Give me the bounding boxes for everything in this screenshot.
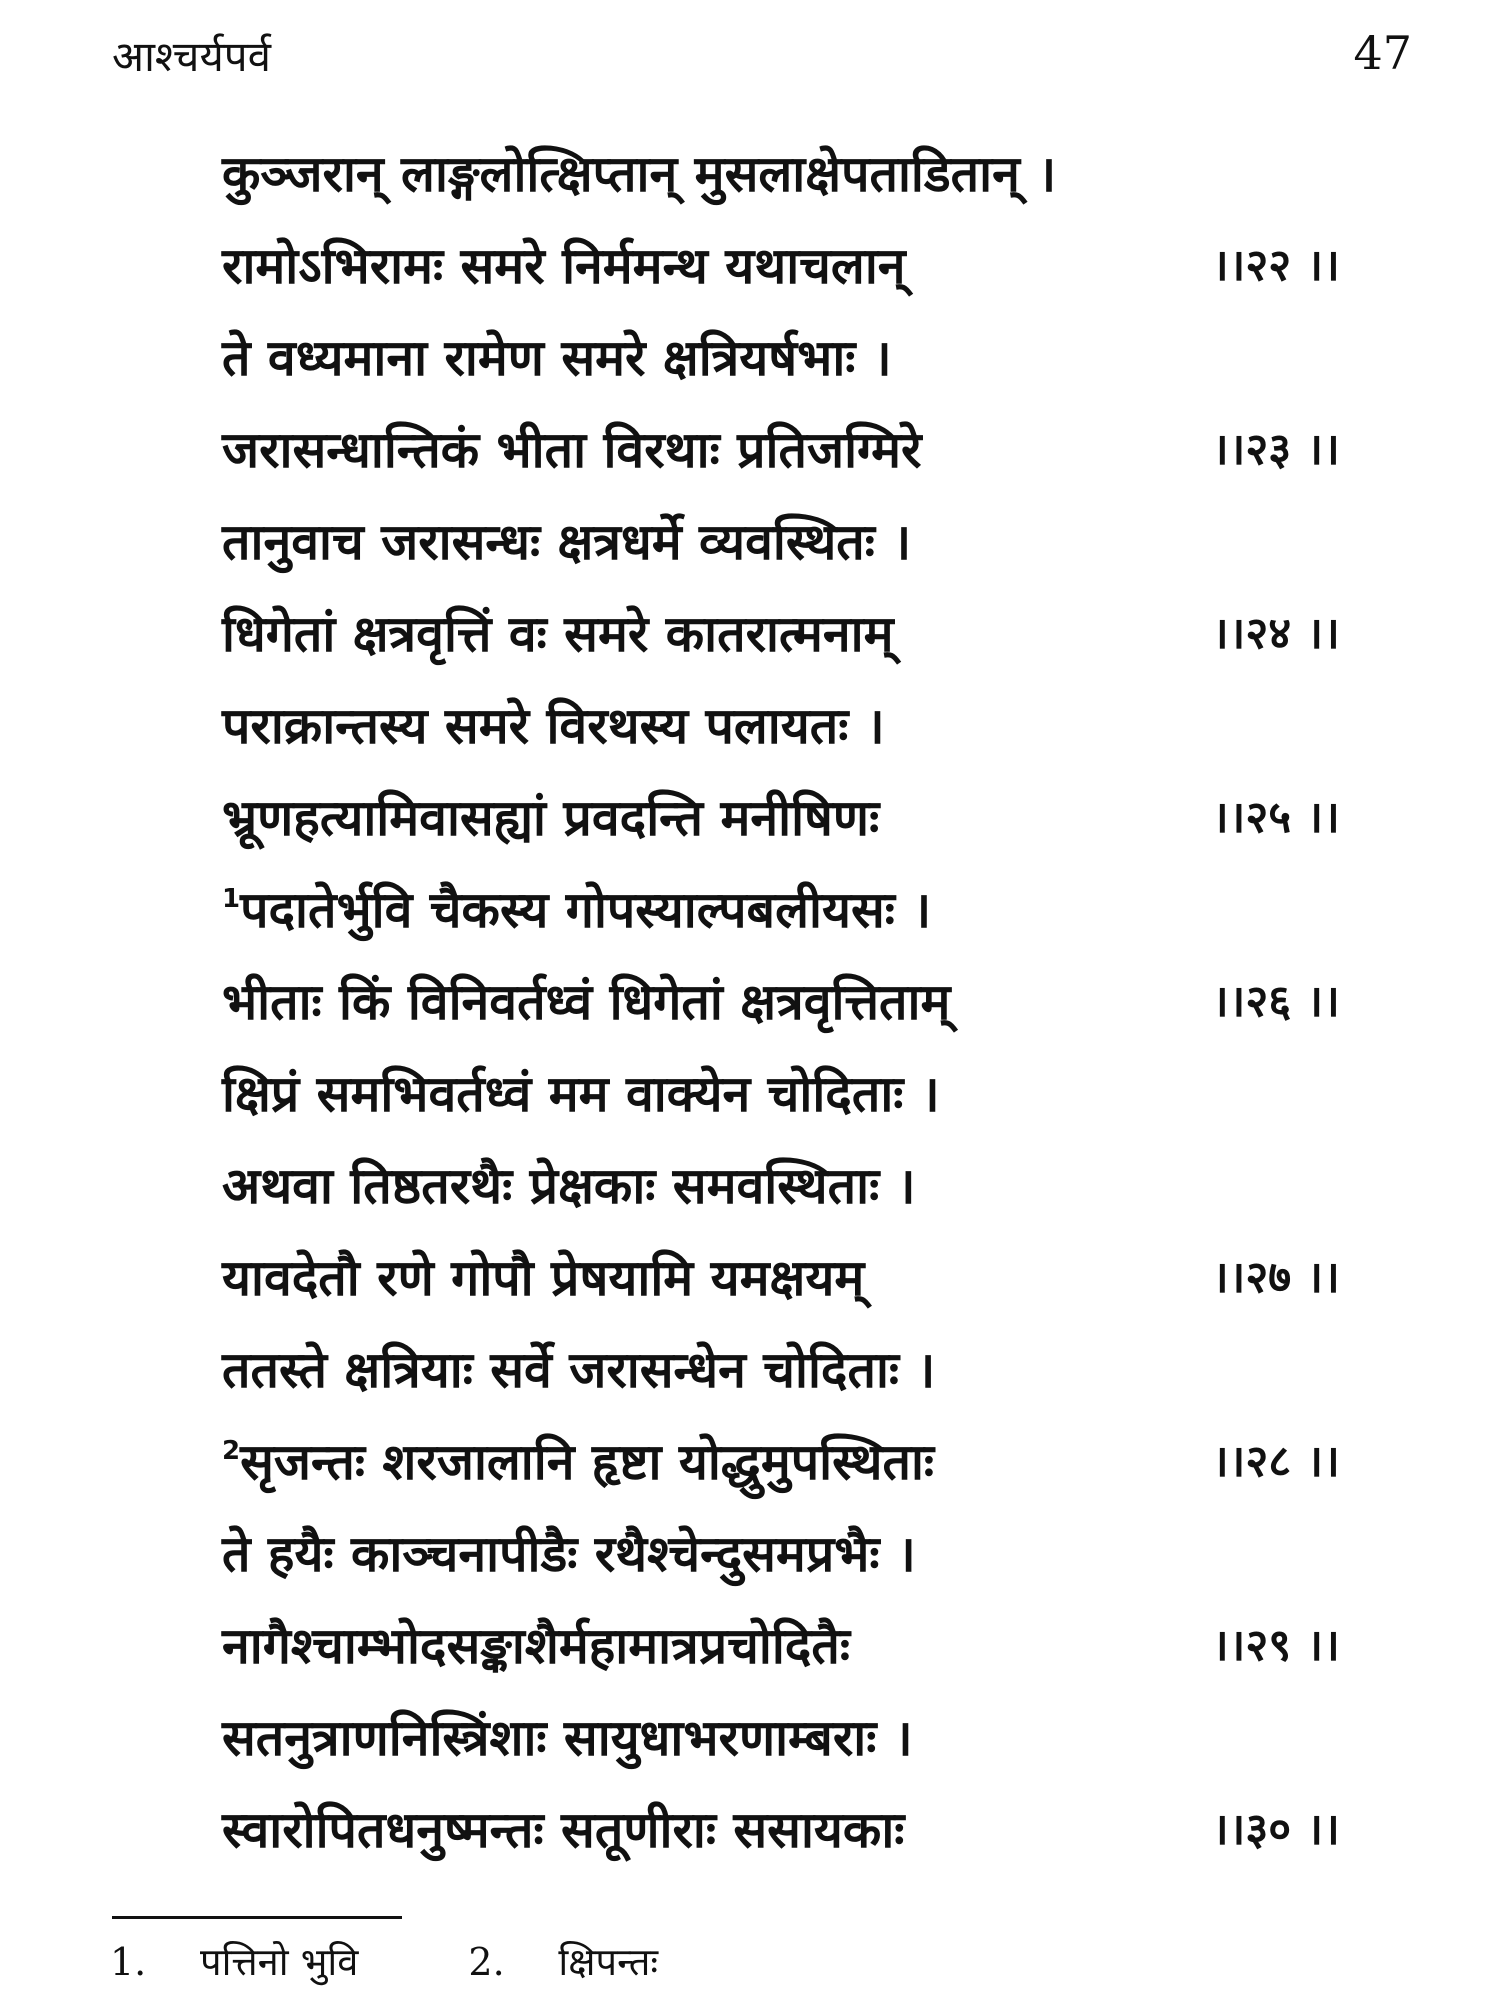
verse-text: नागैश्चाम्भोदसङ्काशैर्महामात्रप्रचोदितैः [222,1617,850,1675]
verse-text: स्वारोपितधनुष्मन्तः सतूणीराः ससायकाः [222,1801,905,1859]
verse-line [222,312,1382,404]
verse-text: धिगेतां क्षत्रवृत्तिं वः समरे कातरात्मनाम् [222,605,894,663]
verse-text: जरासन्धान्तिकं भीता विरथाः प्रतिजग्मिरे [222,421,922,479]
verse-line [222,772,1382,864]
verse-block [222,128,1382,1876]
verse-line [222,1324,1382,1416]
verse-number: ।।२८ ।। [1212,1436,1340,1487]
verse-text: ते हयैः काञ्चनापीडैः रथैश्चेन्दुसमप्रभैः । [222,1525,916,1583]
verse-line [222,1232,1382,1324]
verse-line [222,1048,1382,1140]
verse-text: क्षिप्रं समभिवर्तध्वं मम वाक्येन चोदिताः । [222,1065,940,1123]
verse-line [222,1140,1382,1232]
footnote-divider [112,1916,402,1919]
page-number: 47 [1353,26,1412,80]
verse-line [222,588,1382,680]
verse-text: भ्रूणहत्यामिवासह्यां प्रवदन्ति मनीषिणः [222,789,880,847]
verse-line [222,680,1382,772]
verse-line [222,956,1382,1048]
verse-line [222,1692,1382,1784]
footnote-number: 1. [110,1940,147,1984]
footnote [468,1935,658,1987]
verse-text: सतनुत्राणनिस्त्रिंशाः सायुधाभरणाम्बराः । [222,1709,913,1767]
footnote-text: क्षिपन्तः [558,1940,659,1984]
footnote-marker: 2 [222,1436,241,1466]
footnote-number: 2. [468,1940,505,1984]
footnotes [110,1935,768,1987]
verse-text: तानुवाच जरासन्धः क्षत्रधर्मे व्यवस्थितः । [222,513,912,571]
footnote-text: पत्तिनो भुवि [200,1940,359,1984]
verse-line [222,1784,1382,1876]
verse-text: रामोऽभिरामः समरे निर्ममन्थ यथाचलान् [222,237,906,295]
verse-number: ।।२२ ।। [1212,240,1340,291]
verse-number: ।।२३ ।। [1212,424,1340,475]
verse-text: पदातेर्भुवि चैकस्य गोपस्याल्पबलीयसः । [240,881,932,939]
verse-line [222,864,1382,956]
verse-text: पराक्रान्तस्य समरे विरथस्य पलायतः । [222,697,885,755]
footnote-marker: 1 [222,884,241,914]
verse-number: ।।२५ ।। [1212,792,1340,843]
verse-number: ।।३० ।। [1212,1804,1340,1855]
verse-line [222,496,1382,588]
footnote [110,1935,358,1987]
verse-text: ते वध्यमाना रामेण समरे क्षत्रियर्षभाः । [222,329,892,387]
verse-number: ।।२७ ।। [1212,1252,1340,1303]
verse-text: कुञ्जरान् लाङ्गलोत्क्षिप्तान् मुसलाक्षेपताडितान् । [222,145,1057,203]
verse-text: अथवा तिष्ठतरथैः प्रेक्षकाः समवस्थिताः । [222,1157,916,1215]
verse-text: सृजन्तः शरजालानि हृष्टा योद्धुमुपस्थिताः [240,1433,935,1491]
verse-line [222,128,1382,220]
verse-number: ।।२६ ।। [1212,976,1340,1027]
verse-number: ।।२४ ।। [1212,608,1340,659]
verse-line [222,1416,1382,1508]
verse-text: भीताः किं विनिवर्तध्वं धिगेतां क्षत्रवृत्तिताम् [222,973,951,1031]
verse-text: ततस्ते क्षत्रियाः सर्वे जरासन्धेन चोदिताः । [222,1341,936,1399]
verse-line [222,1600,1382,1692]
running-header-title: आश्चर्यपर्व [112,32,272,81]
verse-number: ।।२९ ।। [1212,1620,1340,1671]
verse-line [222,404,1382,496]
verse-line [222,1508,1382,1600]
verse-text: यावदेतौ रणे गोपौ प्रेषयामि यमक्षयम् [222,1249,865,1307]
verse-line [222,220,1382,312]
